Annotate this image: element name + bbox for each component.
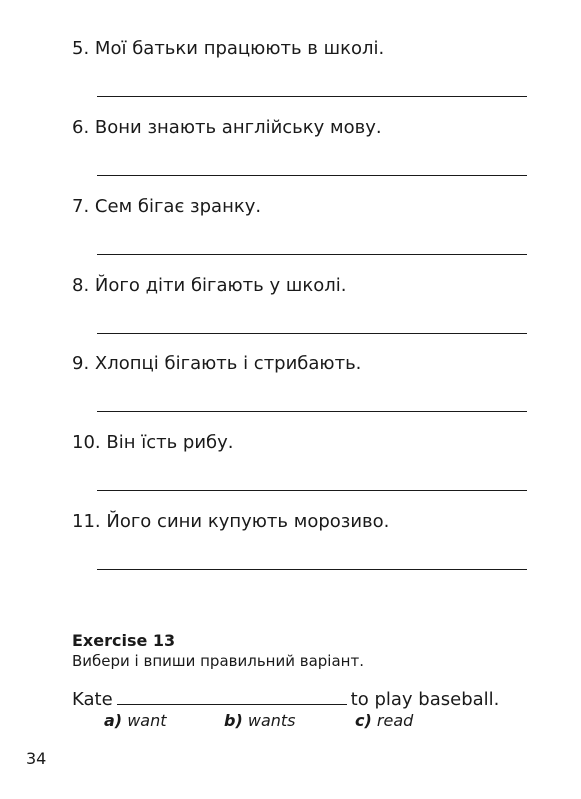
option-b[interactable]	[224, 711, 296, 730]
item-number: 9.	[72, 353, 90, 374]
option-letter: a)	[104, 711, 123, 730]
exercise-title: Exercise 13	[72, 631, 176, 650]
item-text: Його сини купують морозиво.	[106, 511, 390, 532]
option-text: read	[376, 711, 414, 730]
answer-line[interactable]	[97, 569, 527, 570]
page-number: 34	[26, 749, 47, 768]
item-text: Він їсть рибу.	[106, 432, 234, 453]
answer-line[interactable]	[97, 490, 527, 491]
answer-line[interactable]	[97, 96, 527, 97]
answer-line[interactable]	[97, 411, 527, 412]
option-text: wants	[247, 711, 296, 730]
sentence-start: Kate	[72, 689, 113, 710]
sentence-item	[72, 511, 389, 533]
exercise-instruction: Вибери і впиши правильний варіант.	[72, 652, 364, 670]
item-number: 5.	[72, 38, 90, 59]
answer-line[interactable]	[97, 333, 527, 334]
option-letter: b)	[224, 711, 243, 730]
item-number: 6.	[72, 117, 90, 138]
item-number: 7.	[72, 196, 90, 217]
option-c[interactable]	[355, 711, 413, 730]
sentence-item	[72, 432, 234, 454]
answer-line[interactable]	[97, 254, 527, 255]
item-number: 10.	[72, 432, 101, 453]
item-text: Сем бігає зранку.	[94, 196, 262, 217]
answer-blank[interactable]	[117, 688, 347, 705]
answer-line[interactable]	[97, 175, 527, 176]
item-text: Мої батьки працюють в школі.	[94, 38, 385, 59]
option-text: want	[127, 711, 167, 730]
sentence-item	[72, 196, 261, 218]
sentence-end: to play baseball.	[350, 689, 500, 710]
sentence-item	[72, 353, 361, 375]
item-text: Вони знають англійську мову.	[94, 117, 382, 138]
option-letter: c)	[355, 711, 372, 730]
item-number: 8.	[72, 275, 90, 296]
sentence-item	[72, 117, 382, 139]
item-text: Його діти бігають у школі.	[94, 275, 347, 296]
option-a[interactable]	[104, 711, 167, 730]
item-number: 11.	[72, 511, 101, 532]
sentence-item	[72, 275, 346, 297]
fill-in-sentence	[72, 688, 499, 710]
sentence-item	[72, 38, 384, 60]
item-text: Хлопці бігають і стрибають.	[94, 353, 362, 374]
